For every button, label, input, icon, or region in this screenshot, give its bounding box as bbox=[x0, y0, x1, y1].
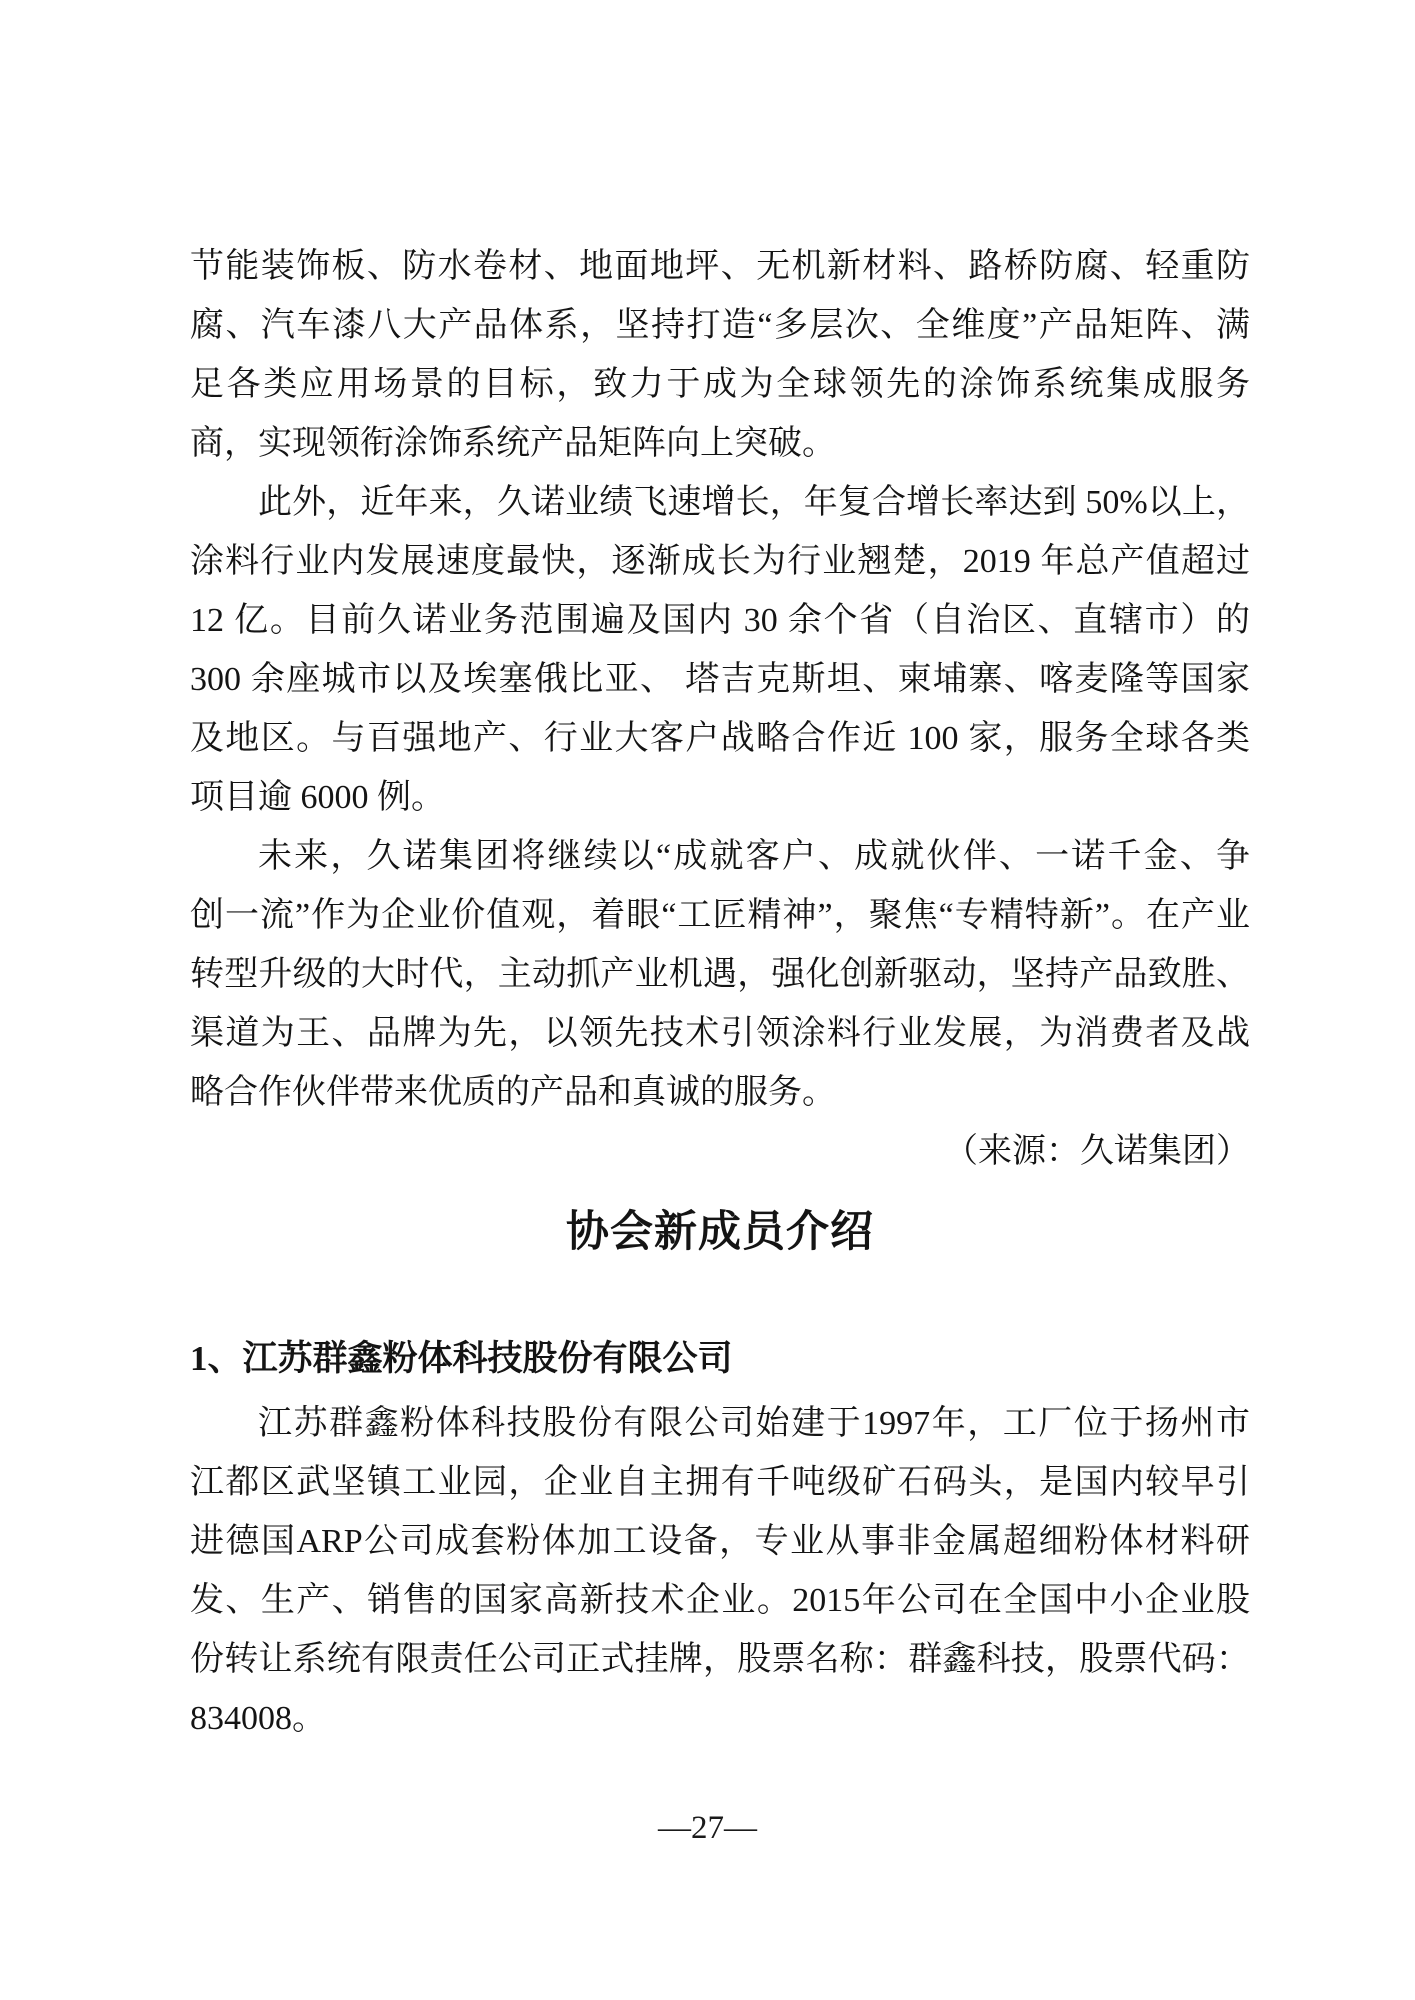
member-company-title: 1、江苏群鑫粉体科技股份有限公司 bbox=[190, 1339, 733, 1378]
text-line: 江苏群鑫粉体科技股份有限公司始建于1997年，工厂位于扬州市 bbox=[258, 1405, 1250, 1442]
text-line: 略合作伙伴带来优质的产品和真诚的服务。 bbox=[190, 1074, 836, 1111]
document-body bbox=[190, 237, 1250, 1748]
text-line: 江都区武坚镇工业园，企业自主拥有千吨级矿石码头，是国内较早引 bbox=[190, 1464, 1250, 1501]
text-line: 项目逾 6000 例。 bbox=[190, 779, 445, 816]
page-number: —27— bbox=[658, 1810, 757, 1846]
source-attribution: （来源：久诺集团） bbox=[944, 1133, 1250, 1170]
text-line: 节能装饰板、防水卷材、地面地坪、无机新材料、路桥防腐、轻重防 bbox=[190, 248, 1250, 285]
text-line: 发、生产、销售的国家高新技术企业。2015年公司在全国中小企业股 bbox=[190, 1582, 1250, 1619]
text-line: 12 亿。目前久诺业务范围遍及国内 30 余个省（自治区、直辖市）的 bbox=[190, 602, 1250, 639]
text-line: 腐、汽车漆八大产品体系，坚持打造“多层次、全维度”产品矩阵、满 bbox=[190, 307, 1250, 344]
text-line: 此外，近年来，久诺业绩飞速增长，年复合增长率达到 50%以上， bbox=[258, 484, 1250, 521]
paragraph-company-intro bbox=[190, 1394, 1250, 1748]
text-line: 转型升级的大时代，主动抓产业机遇，强化创新驱动，坚持产品致胜、 bbox=[190, 956, 1250, 993]
text-line: 未来，久诺集团将继续以“成就客户、成就伙伴、一诺千金、争 bbox=[258, 838, 1250, 875]
text-line: 300 余座城市以及埃塞俄比亚、 塔吉克斯坦、柬埔寨、喀麦隆等国家 bbox=[190, 661, 1250, 698]
text-line: 份转让系统有限责任公司正式挂牌，股票名称：群鑫科技，股票代码： bbox=[190, 1641, 1250, 1678]
text-line: 及地区。与百强地产、行业大客户战略合作近 100 家，服务全球各类 bbox=[190, 720, 1250, 757]
text-line: 创一流”作为企业价值观，着眼“工匠精神”，聚焦“专精特新”。在产业 bbox=[190, 897, 1250, 934]
text-line: 商，实现领衔涂饰系统产品矩阵向上突破。 bbox=[190, 425, 836, 462]
paragraph-products bbox=[190, 237, 1250, 473]
section-heading: 协会新成员介绍 bbox=[566, 1209, 874, 1256]
text-line: 834008。 bbox=[190, 1700, 326, 1737]
text-line: 足各类应用场景的目标，致力于成为全球领先的涂饰系统集成服务 bbox=[190, 366, 1250, 403]
text-line: 进德国ARP公司成套粉体加工设备，专业从事非金属超细粉体材料研 bbox=[190, 1523, 1250, 1560]
text-line: 渠道为王、品牌为先，以领先技术引领涂料行业发展，为消费者及战 bbox=[190, 1015, 1250, 1052]
paragraph-future bbox=[190, 827, 1250, 1122]
text-line: 涂料行业内发展速度最快，逐渐成长为行业翘楚，2019 年总产值超过 bbox=[190, 543, 1250, 580]
paragraph-growth bbox=[190, 473, 1250, 827]
